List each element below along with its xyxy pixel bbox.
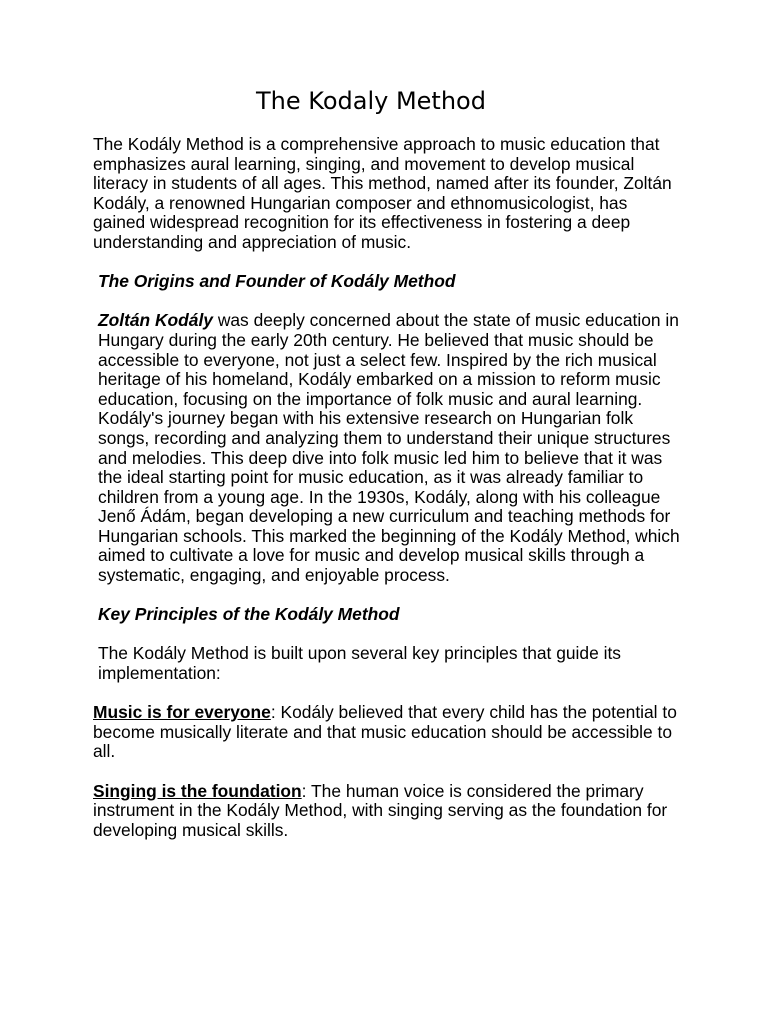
paragraph-spacer xyxy=(93,625,681,645)
paragraph-spacer xyxy=(93,253,681,273)
principle-term: Music is for everyone xyxy=(93,702,271,723)
origins-text: was deeply concerned about the state of music education in Hungary during the early 20th century. He believed that music should be accessible to everyone, not just a select few. Inspired by the rich musical heritage of his homeland, Kodály embarked on a mission to reform music education, focusing on the importance of folk music and aural learning. Kodály's journey began with his extensive research on Hungarian folk songs, recording and analyzing them to understand their unique structures and melodies. This deep dive into folk music led him to believe that it was the ideal starting point for music education, as it was already familiar to children from a young age. In the 1930s, Kodály, along with his colleague Jenő Ádám, began developing a new curriculum and teaching methods for Hungarian schools. This marked the beginning of the Kodály Method, which aimed to cultivate a love for music and develop musical skills through a systematic, engaging, and enjoyable process. xyxy=(98,310,680,586)
origins-paragraph xyxy=(93,311,681,585)
principle-item xyxy=(93,703,681,762)
principle-text: : The human voice is considered the primary instrument in the Kodály Method, with singing serving as the foundation for developing musical skills. xyxy=(93,780,668,840)
principles-intro: The Kodály Method is built upon several key principles that guide its implementation: xyxy=(98,643,621,684)
principle-text: : Kodály believed that every child has the potential to become musically literate and that music education should be accessible to all. xyxy=(93,702,677,762)
document-body xyxy=(93,135,681,840)
founder-name: Zoltán Kodály xyxy=(98,310,213,331)
principle-term: Singing is the foundation xyxy=(93,780,302,801)
intro-paragraph: The Kodály Method is a comprehensive approach to music education that emphasizes aural learning, singing, and movement to develop musical literacy in students of all ages. This method, named after its founder, Zoltán Kodály, a renowned Hungarian composer and ethnomusicologist, has gained widespread recognition for its effectiveness in fostering a deep understanding and appreciation of music. xyxy=(93,134,672,252)
principle-item xyxy=(93,782,681,841)
paragraph-spacer xyxy=(93,292,681,312)
paragraph-spacer xyxy=(93,586,681,606)
document-title: The Kodaly Method xyxy=(256,87,486,115)
paragraph-spacer xyxy=(93,762,681,782)
paragraph-spacer xyxy=(93,684,681,704)
section-heading-principles: Key Principles of the Kodály Method xyxy=(98,604,400,625)
section-heading-origins: The Origins and Founder of Kodály Method xyxy=(98,271,456,292)
